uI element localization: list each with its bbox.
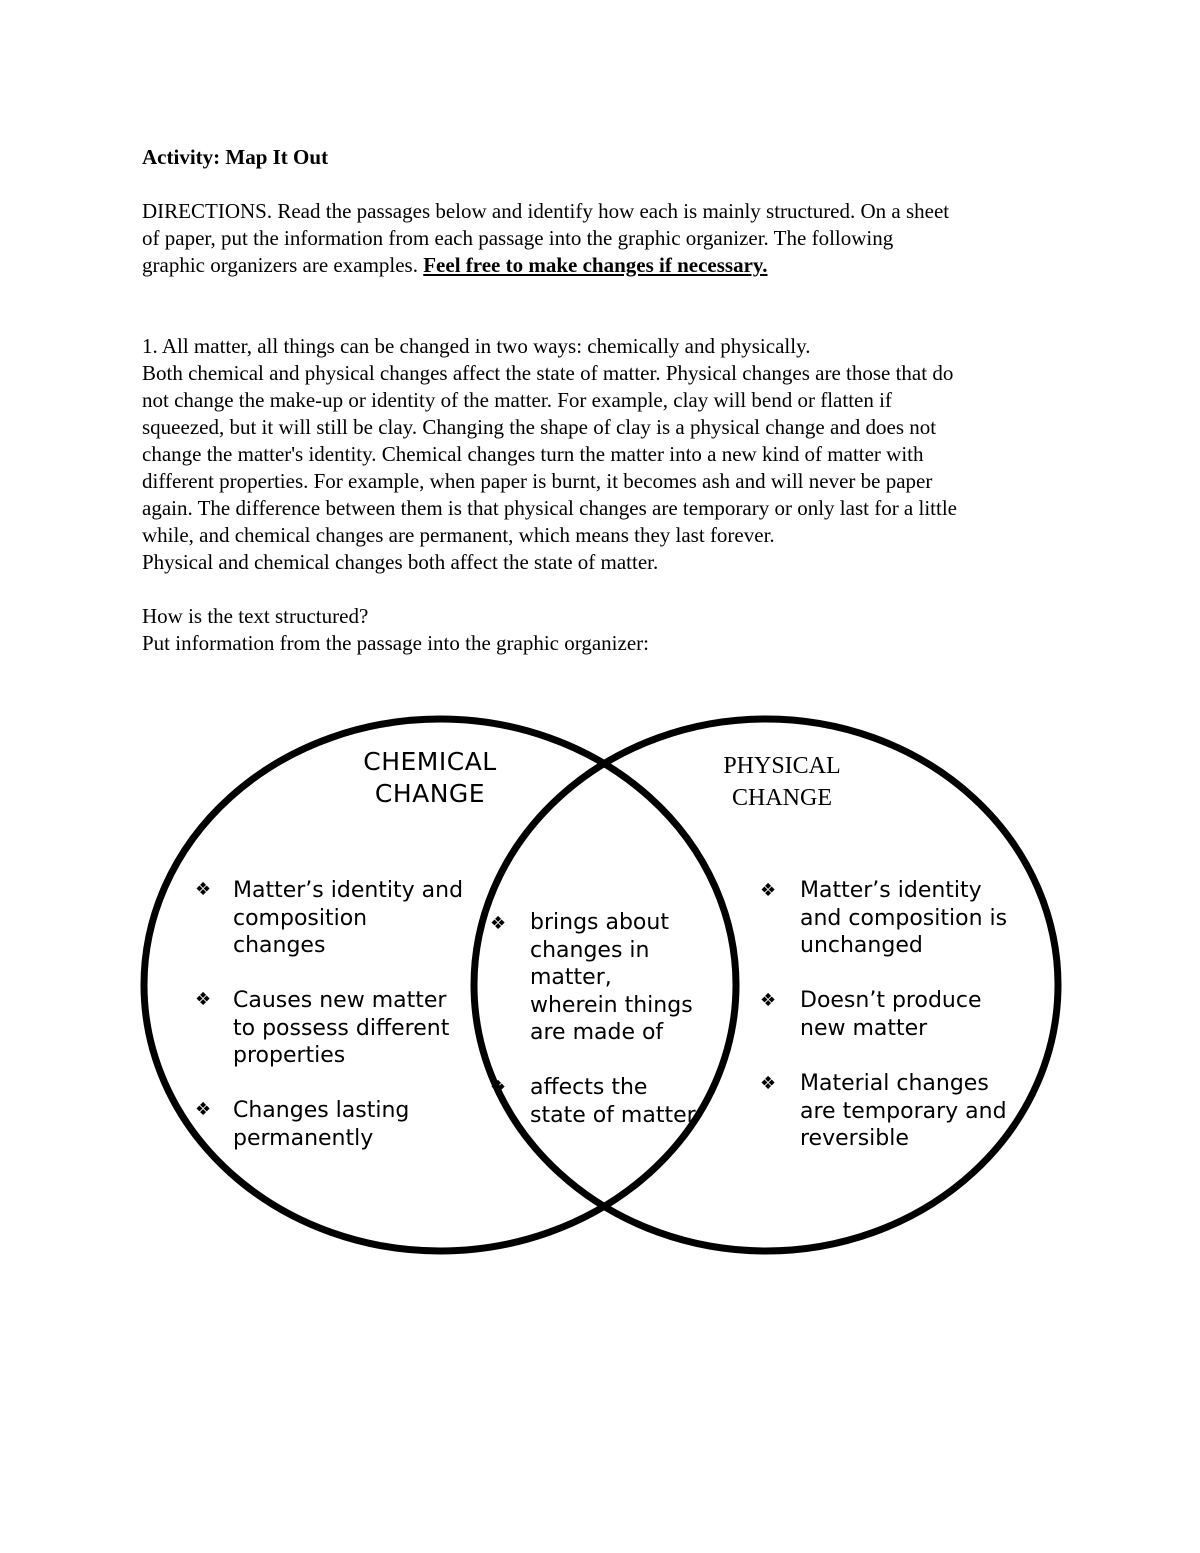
shared-item	[530, 909, 693, 1047]
passage-line: not change the make-up or identity of the matter. For example, clay will bend or flatten if	[142, 388, 892, 412]
diamond-bullet-icon: ❖	[490, 913, 507, 934]
directions-line: of paper, put the information from each passage into the graphic organizer. The following	[142, 226, 894, 250]
item-line: permanently	[233, 1125, 374, 1151]
passage-line: squeezed, but it will still be clay. Changing the shape of clay is a physical change and does not	[142, 415, 937, 439]
item-line: new matter	[800, 1015, 928, 1041]
item-line: wherein things	[530, 992, 693, 1018]
heading-line: CHEMICAL	[363, 747, 497, 776]
item-line: composition	[233, 905, 368, 931]
item-line: properties	[233, 1043, 346, 1068]
item-line: to possess different	[233, 1015, 450, 1041]
directions-text: graphic organizers are examples.	[142, 253, 424, 277]
diamond-bullet-icon: ❖	[195, 989, 212, 1010]
activity-title: Activity: Map It Out	[142, 145, 329, 169]
item-line: reversible	[800, 1126, 909, 1151]
directions-emphasis: Feel free to make changes if necessary.	[423, 253, 768, 277]
item-line: affects the	[530, 1075, 648, 1100]
passage-line: different properties. For example, when paper is burnt, it becomes ash and will never be paper	[142, 469, 933, 493]
diamond-bullet-icon: ❖	[490, 1077, 507, 1098]
question-organizer: Put information from the passage into the graphic organizer:	[142, 631, 649, 655]
physical-item	[800, 1070, 1007, 1153]
item-line: and composition is	[800, 905, 1008, 931]
question-structure: How is the text structured?	[142, 604, 369, 628]
diamond-bullet-icon: ❖	[195, 879, 212, 900]
item-line: state of matter	[530, 1102, 696, 1128]
diamond-bullet-icon: ❖	[760, 880, 777, 901]
item-line: changes in	[530, 937, 650, 963]
passage-line: Both chemical and physical changes affect the state of matter. Physical changes are those that do	[142, 361, 954, 385]
physical-item	[800, 987, 981, 1042]
passage-line: 1. All matter, all things can be changed in two ways: chemically and physically.	[142, 334, 811, 358]
chemical-change-heading	[330, 746, 530, 810]
chemical-item	[233, 1097, 409, 1152]
passage-line: again. The difference between them is that physical changes are temporary or only last for a little	[142, 496, 958, 520]
shared-item	[530, 1074, 696, 1129]
item-line: are made of	[530, 1020, 664, 1045]
item-line: Matter’s identity and	[233, 878, 464, 903]
physical-change-heading	[682, 750, 882, 814]
heading-line: CHANGE	[732, 785, 832, 811]
chemical-item	[233, 877, 463, 960]
passage-line: Physical and chemical changes both affect the state of matter.	[142, 550, 659, 574]
diamond-bullet-icon: ❖	[195, 1099, 212, 1120]
item-line: unchanged	[800, 933, 923, 958]
chemical-item	[233, 987, 449, 1070]
item-line: Doesn’t produce	[800, 988, 982, 1013]
passage-line: change the matter's identity. Chemical changes turn the matter into a new kind of matter with	[142, 442, 924, 466]
heading-line: PHYSICAL	[723, 753, 841, 779]
heading-line: CHANGE	[374, 779, 486, 808]
item-line: matter,	[530, 965, 612, 990]
item-line: Causes new matter	[233, 988, 447, 1013]
item-line: changes	[233, 933, 326, 958]
diamond-bullet-icon: ❖	[760, 990, 777, 1011]
item-line: are temporary and	[800, 1098, 1007, 1124]
item-line: Changes lasting	[233, 1098, 410, 1123]
directions-line: DIRECTIONS. Read the passages below and identify how each is mainly structured. On a sheet	[142, 199, 950, 223]
passage-line: while, and chemical changes are permanent, which means they last forever.	[142, 523, 775, 547]
physical-item	[800, 877, 1007, 960]
item-line: brings about	[530, 910, 669, 935]
item-line: Material changes	[800, 1071, 989, 1096]
item-line: Matter’s identity	[800, 878, 982, 903]
diamond-bullet-icon: ❖	[760, 1073, 777, 1094]
